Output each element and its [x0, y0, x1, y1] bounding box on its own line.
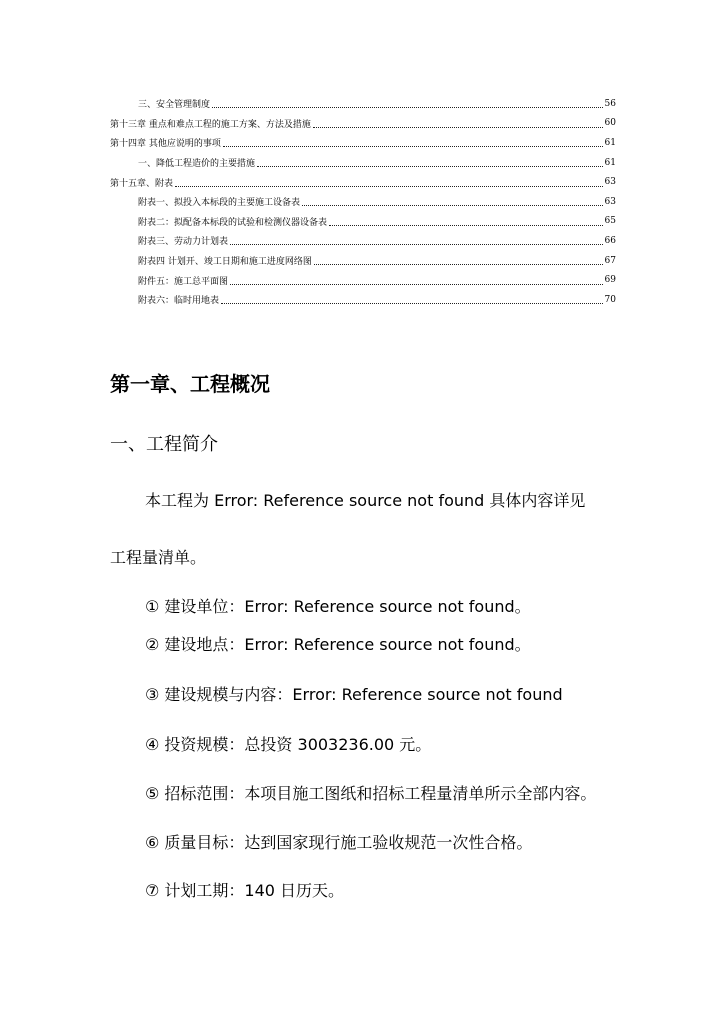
- toc-leader-dots: [230, 276, 603, 285]
- toc-entry[interactable]: [110, 94, 616, 114]
- toc-leader-dots: [302, 197, 603, 206]
- toc-page-number: 69: [604, 275, 616, 286]
- toc-entry[interactable]: [110, 192, 616, 212]
- toc-page-number: 60: [604, 118, 616, 129]
- toc-page-number: 66: [604, 235, 616, 246]
- toc-entry[interactable]: [110, 270, 616, 290]
- toc-leader-dots: [212, 99, 603, 108]
- toc-entry[interactable]: [110, 133, 616, 153]
- intro-paragraph-line: 本工程为 Error: Reference source not found 具体内容详见: [145, 491, 586, 510]
- toc-entry-title: 三、安全管理制度: [138, 100, 211, 111]
- toc-entry-title: 附表一、拟投入本标段的主要施工设备表: [138, 198, 301, 209]
- list-item-investment-scale: ④ 投资规模：总投资 3003236.00 元。: [145, 735, 432, 754]
- toc-page-number: 61: [604, 137, 616, 148]
- toc-leader-dots: [175, 178, 603, 187]
- list-item-bidding-scope: ⑤ 招标范围：本项目施工图纸和招标工程量清单所示全部内容。: [145, 784, 597, 803]
- toc-entry[interactable]: [110, 212, 616, 232]
- toc-entry-title: 附表二：拟配备本标段的试验和检测仪器设备表: [138, 217, 328, 228]
- toc-entry-title: 附表六：临时用地表: [138, 296, 220, 307]
- toc-entry[interactable]: [110, 290, 616, 310]
- toc-leader-dots: [257, 158, 603, 167]
- list-item-construction-unit: ① 建设单位：Error: Reference source not found。: [145, 597, 531, 616]
- toc-entry[interactable]: [110, 172, 616, 192]
- toc-leader-dots: [221, 295, 603, 304]
- toc-page-number: 63: [604, 196, 616, 207]
- toc-page-number: 70: [604, 294, 616, 305]
- table-of-contents: [110, 94, 616, 310]
- toc-leader-dots: [223, 138, 603, 147]
- toc-entry[interactable]: [110, 114, 616, 134]
- intro-paragraph-line: 工程量清单。: [110, 548, 207, 567]
- toc-entry-title: 附表四 计划开、竣工日期和施工进度网络图: [138, 257, 312, 268]
- list-item-planned-duration: ⑦ 计划工期：140 日历天。: [145, 881, 345, 900]
- toc-entry-title: 第十四章 其他应说明的事项: [110, 139, 221, 150]
- list-item-construction-scale: ③ 建设规模与内容：Error: Reference source not found: [145, 685, 563, 704]
- toc-leader-dots: [314, 256, 603, 265]
- toc-page-number: 61: [604, 157, 616, 168]
- toc-entry[interactable]: [110, 251, 616, 271]
- toc-leader-dots: [329, 217, 603, 226]
- toc-entry[interactable]: [110, 231, 616, 251]
- toc-page-number: 56: [604, 98, 616, 109]
- toc-entry-title: 第十三章 重点和难点工程的施工方案、方法及措施: [110, 119, 311, 130]
- toc-entry-title: 第十五章、附表: [110, 178, 174, 189]
- toc-leader-dots: [230, 236, 603, 245]
- toc-entry-title: 附件五：施工总平面图: [138, 276, 229, 287]
- list-item-construction-site: ② 建设地点：Error: Reference source not found。: [145, 635, 531, 654]
- toc-entry-title: 一、降低工程造价的主要措施: [138, 159, 256, 170]
- section-title: 一、工程简介: [110, 434, 218, 455]
- list-item-quality-target: ⑥ 质量目标：达到国家现行施工验收规范一次性合格。: [145, 833, 533, 852]
- chapter-title: 第一章、工程概况: [110, 372, 270, 396]
- toc-entry-title: 附表三、劳动力计划表: [138, 237, 229, 248]
- toc-entry[interactable]: [110, 153, 616, 173]
- toc-page-number: 67: [604, 255, 616, 266]
- toc-page-number: 63: [604, 177, 616, 188]
- toc-page-number: 65: [604, 216, 616, 227]
- toc-leader-dots: [313, 119, 603, 128]
